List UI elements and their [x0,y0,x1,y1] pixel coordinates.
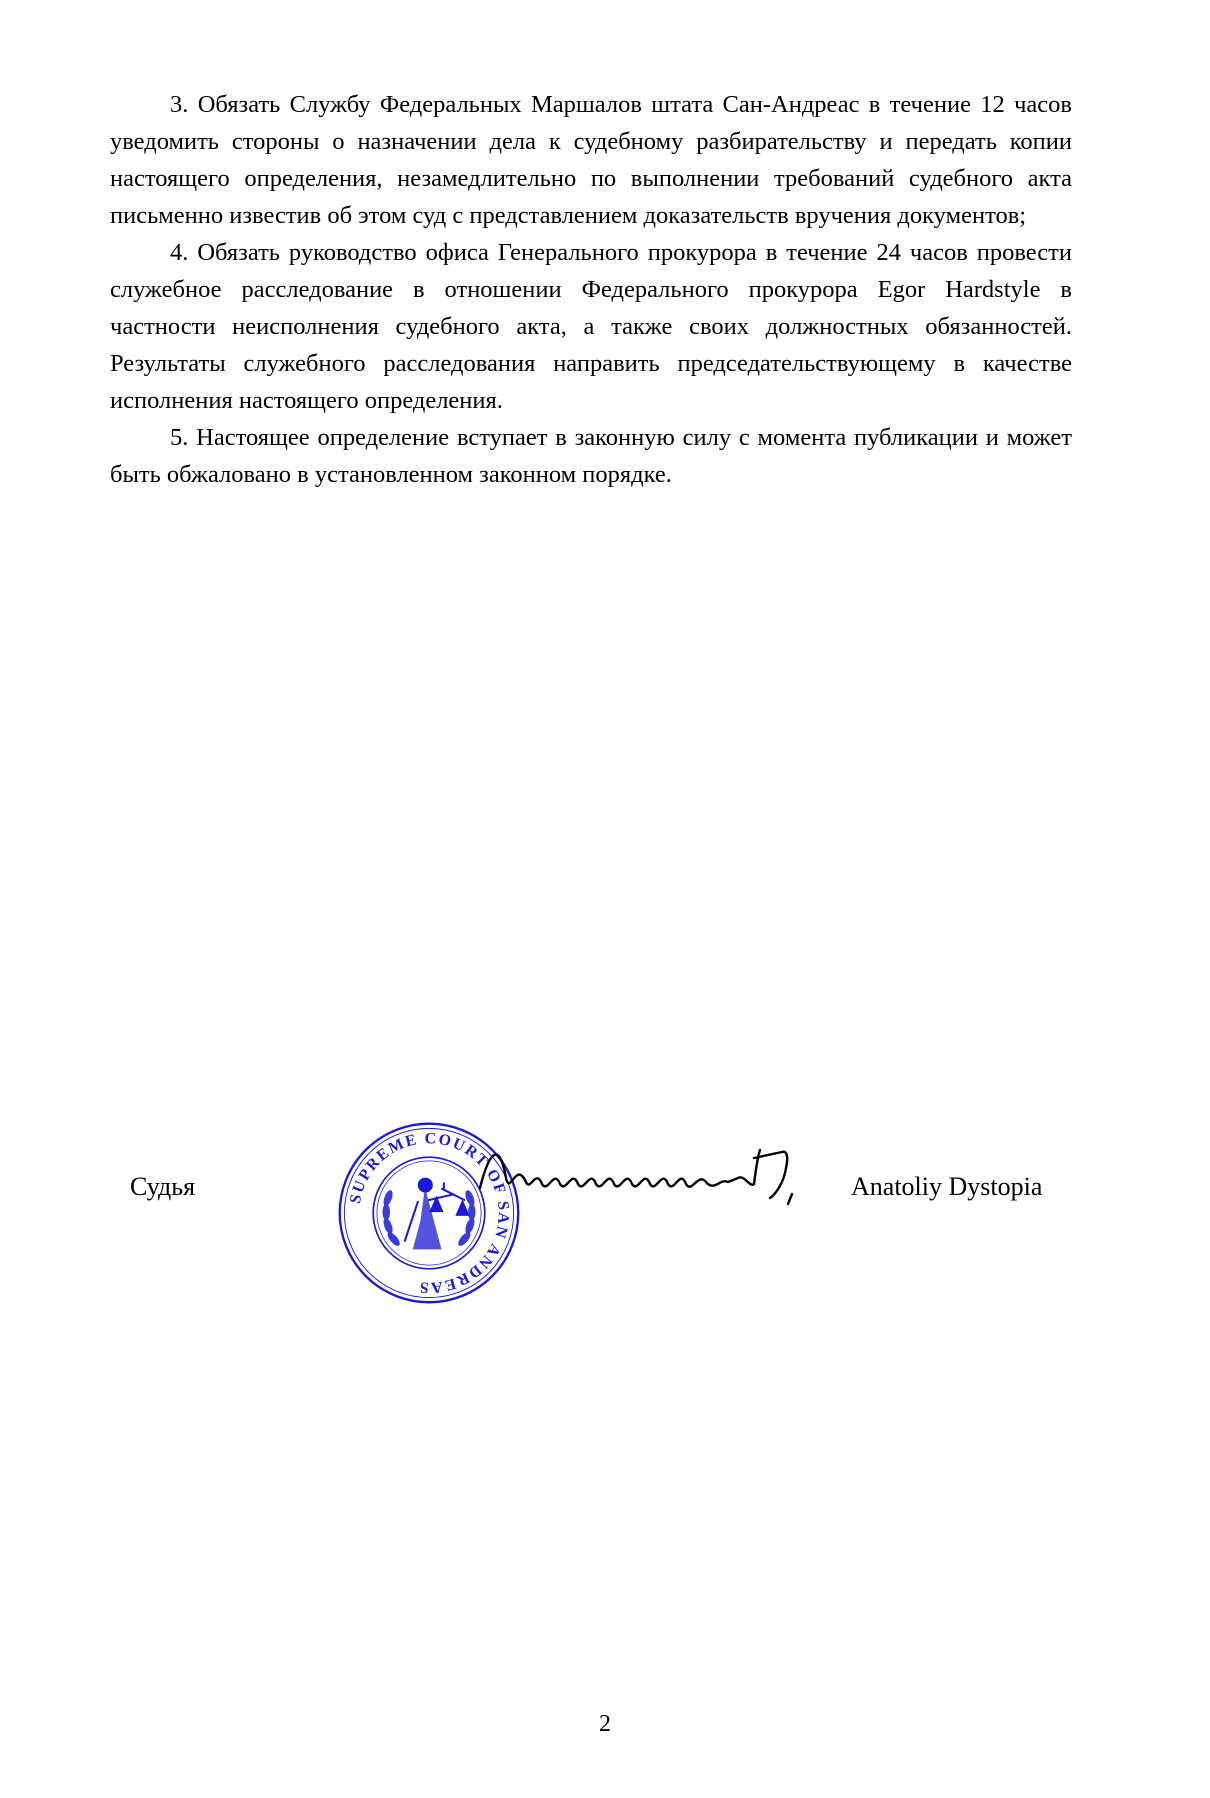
page-number: 2 [599,1711,611,1737]
judge-name: Anatoliy Dystopia [851,1172,1043,1201]
svg-text:SUPREME COURT OF SAN ANDREAS: SUPREME COURT OF SAN ANDREAS [346,1130,513,1297]
judge-signature [470,1138,830,1208]
document-body [110,86,1072,493]
paragraph-5: 5. Настоящее определение вступает в законную силу с момента публикации и может быть обжаловано в установленном законном порядке. [110,424,1072,488]
paragraph-4: 4. Обязать руководство офиса Генерального прокурора в течение 24 часов провести служебное расследование в отношении Федерального прокурора Egor Hardstyle в частности неисполнения судебного акта, а также своих должностных обязанностей. Результаты служебного расследования направить председательствующему в качестве исполнения настоящего определения. [110,239,1072,414]
signature-label: Судья [130,1172,196,1201]
paragraph-3: 3. Обязать Службу Федеральных Маршалов штата Сан-Андреас в течение 12 часов уведомить стороны о назначении дела к судебному разбирательству и передать копии настоящего определения, незамедлительно по выполнении требований судебного акта письменно известив об этом суд с представлением доказательств вручения документов; [110,91,1072,229]
